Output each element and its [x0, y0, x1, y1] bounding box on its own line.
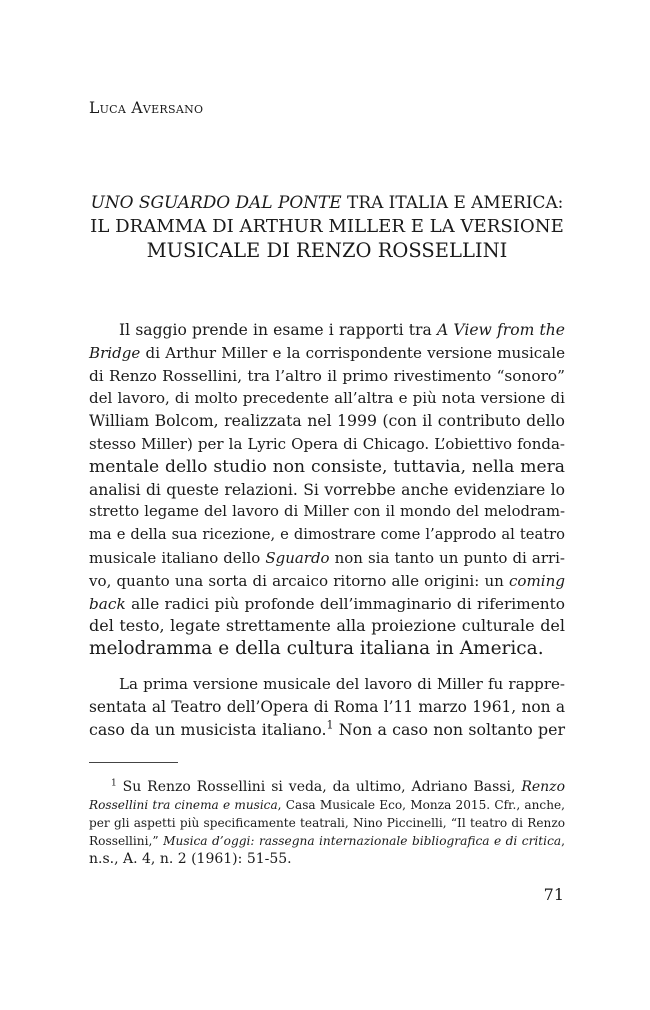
text-line: vo, quanto una sorta di arcaico ritorno alle origini: un coming: [89, 571, 565, 590]
page-number: 71: [543, 885, 564, 904]
text-line: La prima versione musicale del lavoro di Miller fu rappre-: [119, 674, 565, 693]
running-author: Luca Aversano: [89, 99, 204, 117]
text-line: ma e della sua ricezione, e dimostrare come l’approdo al teatro: [89, 526, 565, 544]
text-line: Il saggio prende in esame i rapporti tra A View from the: [119, 321, 565, 339]
text-line: del testo, legate strettamente alla proiezione culturale del: [89, 616, 565, 636]
body-text: [89, 319, 565, 741]
footnote-line: n.s., A. 4, n. 2 (1961): 51-55.: [89, 851, 292, 867]
footnote-line: per gli aspetti più specificamente teatrali, Nino Piccinelli, “Il teatro di Renzo: [89, 816, 565, 830]
text-line: Bridge di Arthur Miller e la corrispondente versione musicale: [89, 343, 565, 362]
paragraph-2: [89, 673, 565, 741]
footnote-divider: [89, 762, 178, 763]
footnote-line: Rossellini tra cinema e musica, Casa Musicale Eco, Monza 2015. Cfr., anche,: [89, 798, 565, 812]
title-line: UNO SGUARDO DAL PONTE TRA ITALIA E AMERICA:: [90, 192, 564, 212]
text-line: stretto legame del lavoro di Miller con il mondo del melodram-: [89, 503, 565, 521]
text-line: back alle radici più profonde dell’immaginario di riferimento: [89, 594, 565, 613]
footnote-line: Rossellini,” Musica d’oggi: rassegna internazionale bibliografica e di critica,: [89, 834, 565, 848]
title-line: MUSICALE DI RENZO ROSSELLINI: [146, 239, 508, 262]
text-line: caso da un musicista italiano.$^1$ Non a caso non soltanto per: [89, 718, 566, 739]
footnote: [89, 778, 565, 868]
text-line: di Renzo Rossellini, tra l’altro il primo rivestimento “sonoro”: [89, 366, 565, 385]
text-line: musicale italiano dello Sguardo non sia tanto un punto di arri-: [89, 548, 565, 567]
footnote-line: $^1$ Su Renzo Rossellini si veda, da ultimo, Adriano Bassi, Renzo: [111, 778, 565, 795]
title-line: IL DRAMMA DI ARTHUR MILLER E LA VERSIONE: [90, 215, 564, 237]
text-line: analisi di queste relazioni. Si vorrebbe anche evidenziare lo: [89, 480, 565, 499]
text-line: mentale dello studio non consiste, tuttavia, nella mera: [89, 456, 565, 477]
text-line: stesso Miller) per la Lyric Opera di Chicago. L’obiettivo fonda-: [89, 434, 565, 453]
text-line: del lavoro, di molto precedente all’altra e più nota versione di: [89, 389, 565, 408]
title-italic: UNO SGUARDO DAL PONTE: [90, 192, 342, 212]
chapter-title: [89, 190, 565, 264]
text-line: William Bolcom, realizzata nel 1999 (con il contributo dello: [89, 411, 565, 431]
text-line: melodramma e della cultura italiana in America.: [89, 638, 544, 660]
footnote-marker: 1: [111, 778, 117, 789]
footnote-ref: 1: [326, 718, 334, 732]
paragraph-1: [89, 319, 565, 661]
text-line: sentata al Teatro dell’Opera di Roma l’11 marzo 1961, non a: [89, 697, 565, 716]
